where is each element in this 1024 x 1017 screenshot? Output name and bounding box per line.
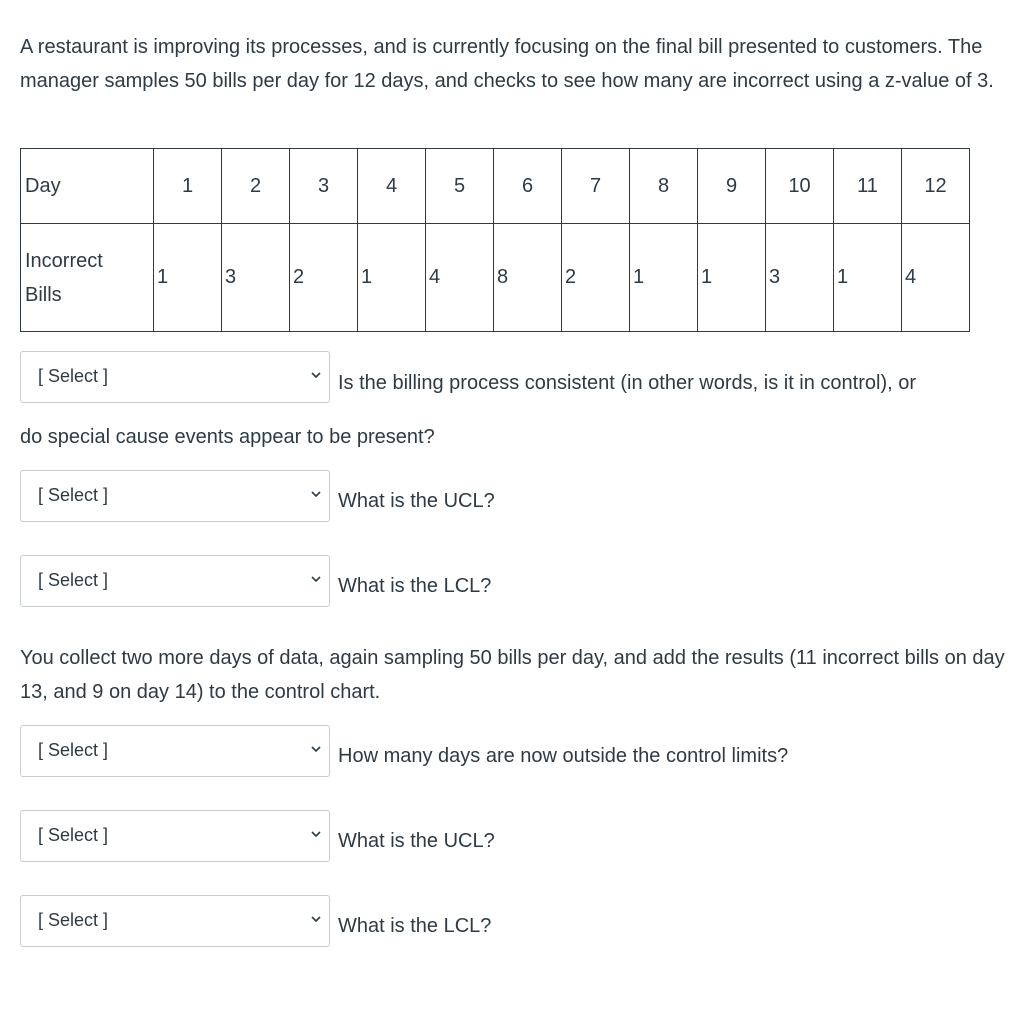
incorrect-count-cell: 2 [290,224,358,332]
select-value: [ Select ] [38,740,109,760]
ucl-select[interactable] [20,470,330,522]
process-consistency-question-continued: do special cause events appear to be present? [20,426,435,448]
chevron-down-icon [310,743,322,755]
day-cell: 10 [766,149,834,224]
incorrect-count-cell: 1 [358,224,426,332]
additional-data-paragraph: You collect two more days of data, again sampling 50 bills per day, and add the results (11 incorrect bills on day 13, and 9 on day 14) to the control chart. [20,647,1005,703]
incorrect-count-cell: 1 [630,224,698,332]
day-row [21,149,970,224]
chevron-down-icon [310,488,322,500]
incorrect-bills-row [21,224,970,332]
lcl-question: What is the LCL? [338,575,492,597]
process-consistency-select[interactable] [20,351,330,403]
chevron-down-icon [310,913,322,925]
chevron-down-icon [310,369,322,381]
day-cell: 12 [902,149,970,224]
ucl-question: What is the UCL? [338,490,495,512]
days-outside-limits-select[interactable] [20,725,330,777]
incorrect-count-cell: 4 [902,224,970,332]
day-cell: 8 [630,149,698,224]
intro-paragraph: A restaurant is improving its processes, and is currently focusing on the final bill presented to customers. The manager samples 50 bills per day for 12 days, and checks to see how many are incorrect using a z-value of 3. [20,36,994,92]
chevron-down-icon [310,573,322,585]
days-outside-limits-question: How many days are now outside the control limits? [338,745,789,767]
select-value: [ Select ] [38,570,109,590]
incorrect-count-cell: 4 [426,224,494,332]
bills-table [20,148,970,332]
day-cell: 3 [290,149,358,224]
incorrect-count-cell: 3 [222,224,290,332]
select-value: [ Select ] [38,825,109,845]
new-lcl-select[interactable] [20,895,330,947]
day-row-label: Day [21,149,154,224]
select-value: [ Select ] [38,485,109,505]
process-consistency-question: Is the billing process consistent (in other words, is it in control), or [338,372,917,394]
new-lcl-question: What is the LCL? [338,915,492,937]
incorrect-count-cell: 1 [834,224,902,332]
incorrect-count-cell: 3 [766,224,834,332]
day-cell: 4 [358,149,426,224]
day-cell: 2 [222,149,290,224]
day-cell: 6 [494,149,562,224]
lcl-select[interactable] [20,555,330,607]
day-cell: 9 [698,149,766,224]
incorrect-count-cell: 8 [494,224,562,332]
select-value: [ Select ] [38,910,109,930]
new-ucl-question: What is the UCL? [338,830,495,852]
incorrect-count-cell: 1 [154,224,222,332]
incorrect-count-cell: 1 [698,224,766,332]
day-cell: 1 [154,149,222,224]
incorrect-bills-row-label: Incorrect Bills [21,224,154,332]
day-cell: 5 [426,149,494,224]
incorrect-count-cell: 2 [562,224,630,332]
chevron-down-icon [310,828,322,840]
new-ucl-select[interactable] [20,810,330,862]
day-cell: 7 [562,149,630,224]
day-cell: 11 [834,149,902,224]
select-value: [ Select ] [38,366,109,386]
